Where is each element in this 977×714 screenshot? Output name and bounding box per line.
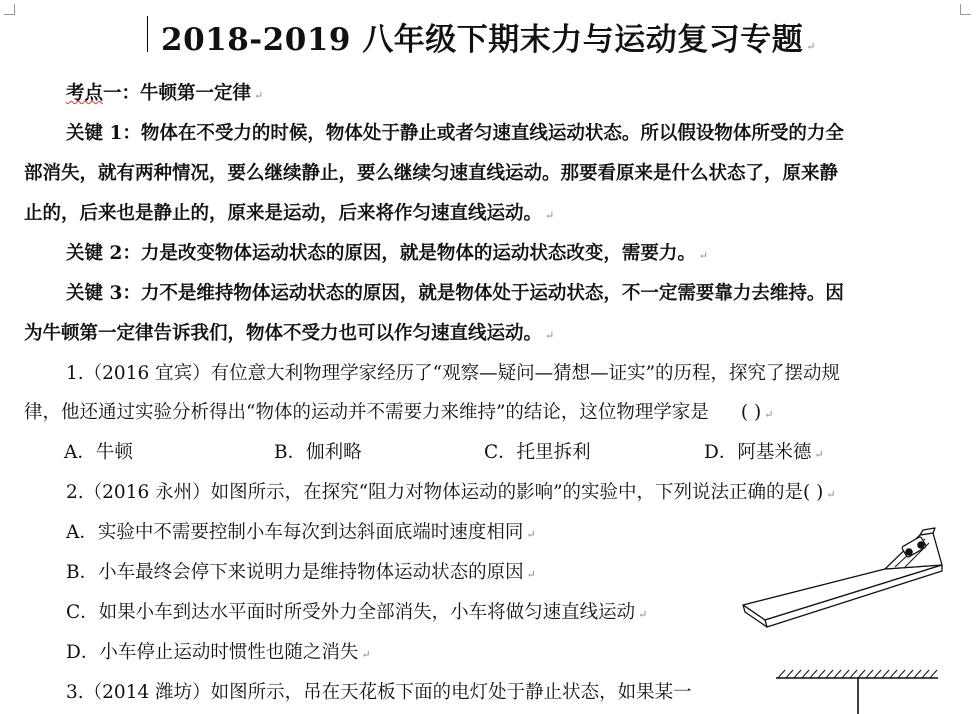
q2-stem: 2.（2016 永州）如图所示，在探究“阻力对物体运动的影响”的实验中，下列说法正确的是( ) ↵: [66, 482, 836, 503]
q1-option-a: A．牛顿: [64, 442, 133, 463]
key1-line2: 部消失，就有两种情况，要么继续静止，要么继续匀速直线运动。那要看原来是什么状态了，原来静: [24, 163, 839, 184]
q2-option-a: A．实验中不需要控制小车每次到达斜面底端时速度相同 ↵: [66, 522, 536, 543]
q1-line2: 律，他还通过实验分析得出“物体的运动并不需要力来维持”的结论，这位物理学家是 ( ) ↵: [24, 402, 774, 423]
q1-option-c: C．托里拆利: [484, 442, 591, 463]
q2-option-d: D．小车停止运动时惯性也随之消失 ↵: [66, 642, 371, 663]
key3-line2: 为牛顿第一定律告诉我们，物体不受力也可以作匀速直线运动。 ↵: [24, 323, 555, 344]
text-cursor: [147, 16, 148, 52]
q3-stem: 3.（2014 潍坊）如图所示，吊在天花板下面的电灯处于静止状态，如果某一: [66, 682, 692, 703]
key1-line1: 关键 1：物体在不受力的时候，物体处于静止或者匀速直线运动状态。所以假设物体所受的力全: [66, 123, 844, 144]
key3-line1: 关键 3：力不是维持物体运动状态的原因，就是物体处于运动状态，不一定需要靠力去维持。因: [66, 283, 844, 304]
key2-line: 关键 2：力是改变物体运动状态的原因，就是物体的运动状态改变，需要力。 ↵: [66, 243, 709, 264]
ceiling-lamp-figure: [772, 664, 942, 714]
q1-option-b: B．伽利略: [274, 442, 362, 463]
key1-line3: 止的，后来也是静止的，原来是运动，后来将作匀速直线运动。 ↵: [24, 203, 555, 224]
q1-option-d: D．阿基米德 ↵: [704, 442, 824, 463]
document-title: 2018-2019 八年级下期末力与运动复习专题 ↵: [161, 22, 816, 58]
q1-line1: 1.（2016 宜宾）有位意大利物理学家经历了“观察—疑问—猜想—证实”的历程，探究了摆动规: [66, 363, 841, 384]
ramp-cart-figure: [735, 525, 950, 640]
q2-option-b: B．小车最终会停下来说明力是维持物体运动状态的原因 ↵: [66, 562, 536, 583]
q2-option-c: C．如果小车到达水平面时所受外力全部消失，小车将做匀速直线运动 ↵: [66, 602, 648, 623]
section-heading: 考点一：牛顿第一定律 ↵: [66, 83, 264, 104]
